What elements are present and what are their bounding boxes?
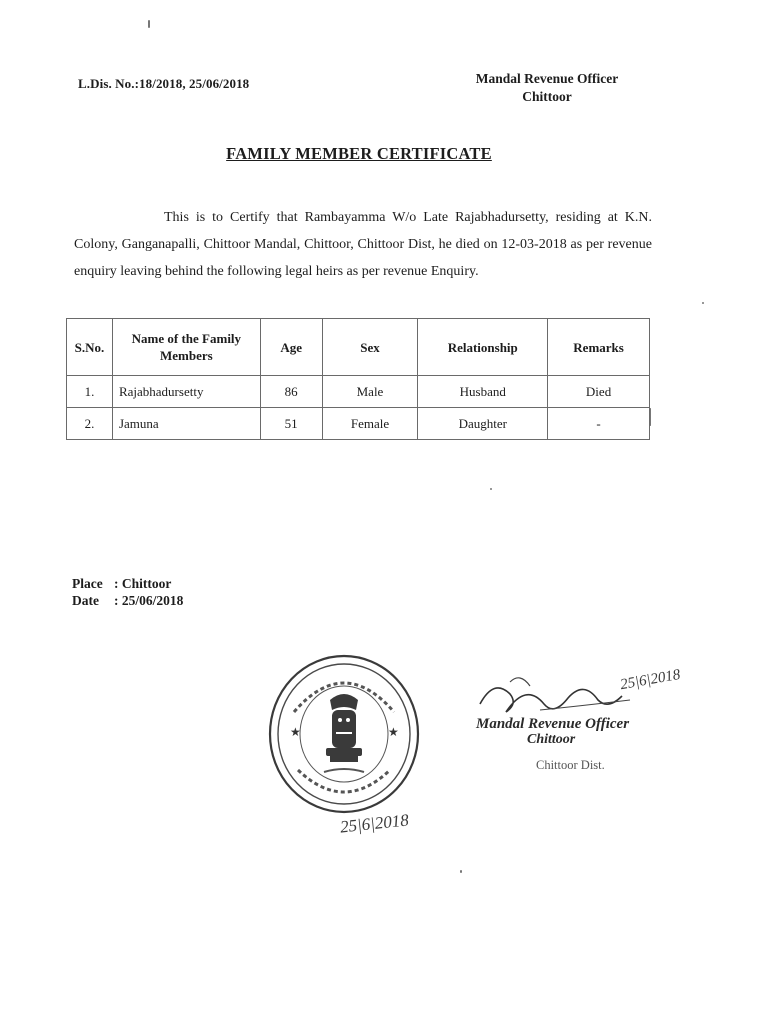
cell-remarks: - — [548, 408, 650, 440]
signatory-stamp-location: Chittoor — [527, 732, 576, 747]
cell-sex: Female — [322, 408, 418, 440]
cell-name: Jamuna — [112, 408, 260, 440]
office-location: Chittoor — [522, 89, 572, 104]
signatory-stamp-title: Mandal Revenue Officer — [476, 716, 630, 732]
scan-speck — [650, 408, 651, 426]
column-header: Sex — [322, 319, 418, 376]
column-header: Name of the Family Members — [112, 319, 260, 376]
scan-speck — [460, 870, 462, 873]
certificate-title: FAMILY MEMBER CERTIFICATE — [226, 144, 492, 163]
legal-heirs-table — [66, 318, 650, 440]
cell-name: Rajabhadursetty — [112, 376, 260, 408]
cell-age: 86 — [260, 376, 322, 408]
place-value: : Chittoor — [114, 576, 172, 591]
column-header: S.No. — [67, 319, 113, 376]
reference-number: L.Dis. No.:18/2018, 25/06/2018 — [78, 76, 250, 91]
column-header: Relationship — [418, 319, 548, 376]
column-header: Age — [260, 319, 322, 376]
cell-sex: Male — [322, 376, 418, 408]
cell-relationship: Daughter — [418, 408, 548, 440]
seal-handwritten-date: 25|6|2018 — [339, 810, 410, 837]
scan-speck — [490, 488, 492, 490]
date-row — [72, 592, 183, 609]
office-title: Mandal Revenue Officer — [475, 71, 619, 86]
svg-text:★: ★ — [290, 725, 301, 739]
table-row — [67, 376, 650, 408]
cell-age: 51 — [260, 408, 322, 440]
certificate-body: This is to Certify that Rambayamma W/o Late Rajabhadursetty, residing at K.N. Colony, Ganganapalli, Chittoor Mandal, Chittoor, Chittoor Dist, he died on 12-03-2018 as per revenue enquiry leaving behind the following legal heirs as per revenue Enquiry. — [74, 210, 652, 279]
official-seal-icon — [264, 652, 424, 820]
cell-relationship: Husband — [418, 376, 548, 408]
place-date-block — [72, 575, 183, 609]
scan-speck — [702, 302, 704, 304]
table-header-row — [67, 319, 650, 376]
date-label: Date — [72, 593, 99, 608]
svg-text:★: ★ — [388, 725, 399, 739]
column-header: Remarks — [548, 319, 650, 376]
place-row — [72, 575, 183, 592]
issuing-office — [462, 70, 632, 106]
signatory-stamp-district: Chittoor Dist. — [536, 758, 605, 772]
place-label: Place — [72, 576, 103, 591]
scan-speck — [148, 20, 150, 28]
date-value: : 25/06/2018 — [114, 593, 184, 608]
table-row — [67, 408, 650, 440]
signature-handwritten-date: 25|6|2018 — [618, 666, 682, 694]
cell-serial: 1. — [67, 376, 113, 408]
cell-serial: 2. — [67, 408, 113, 440]
cell-remarks: Died — [548, 376, 650, 408]
